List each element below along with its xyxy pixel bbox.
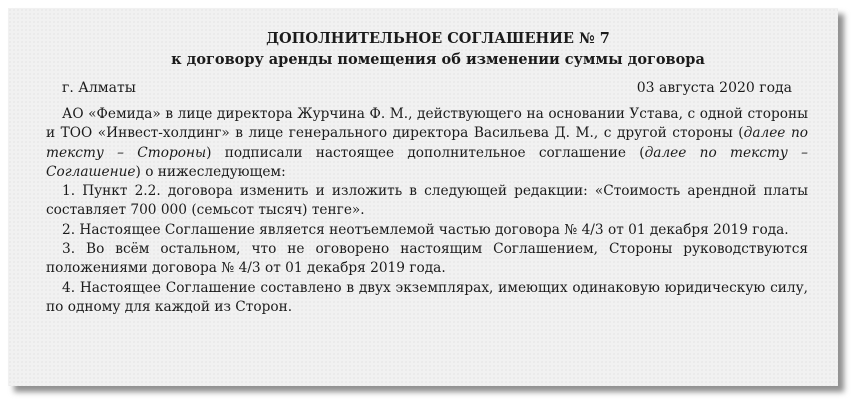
city: г. Алматы [62,80,136,96]
preamble-italic-2: далее по тексту – Соглашение [46,144,808,180]
preamble-paragraph [46,105,808,182]
document-title [68,28,808,70]
preamble-italic-1: далее по тексту – Стороны [46,125,808,161]
clause-4: 4. Настоящее Соглашение составлено в двух экземплярах, имеющих одинаковую юридическую силу, по одному для каждой из Сторон. [46,279,808,315]
preamble-text-3: ) о нижеследующем: [135,163,286,180]
clause-3: 3. Во всём остальном, что не оговорено настоящим Соглашением, Стороны руководствуются положениями договора № 4/3 от 01 декабря 2019 года. [46,241,808,277]
document-body [46,105,808,317]
preamble-text-1: АО «Фемида» в лице директора Журчина Ф. М., действующего на основании Устава, с одной стороны и ТОО «Инвест-холдинг» в лице генерального директора Васильева Д. М., с другой стороны ( [46,106,808,142]
document-sheet [8,8,838,386]
title-line-1: ДОПОЛНИТЕЛЬНОЕ СОГЛАШЕНИЕ № 7 [266,30,610,47]
clause-2: 2. Настоящее Соглашение является неотъемлемой частью договора № 4/3 от 01 декабря 2019 года. [62,221,789,238]
clause-1: 1. Пункт 2.2. договора изменить и изложить в следующей редакции: «Стоимость арендной платы составляет 700 000 (семьсот тысяч) тенге». [46,183,808,219]
date: 03 августа 2020 года [636,80,792,96]
place-date-line [46,77,808,99]
preamble-text-2: ) подписали настоящее дополнительное соглашение ( [206,144,645,161]
title-line-2: к договору аренды помещения об изменении суммы договора [171,51,705,68]
